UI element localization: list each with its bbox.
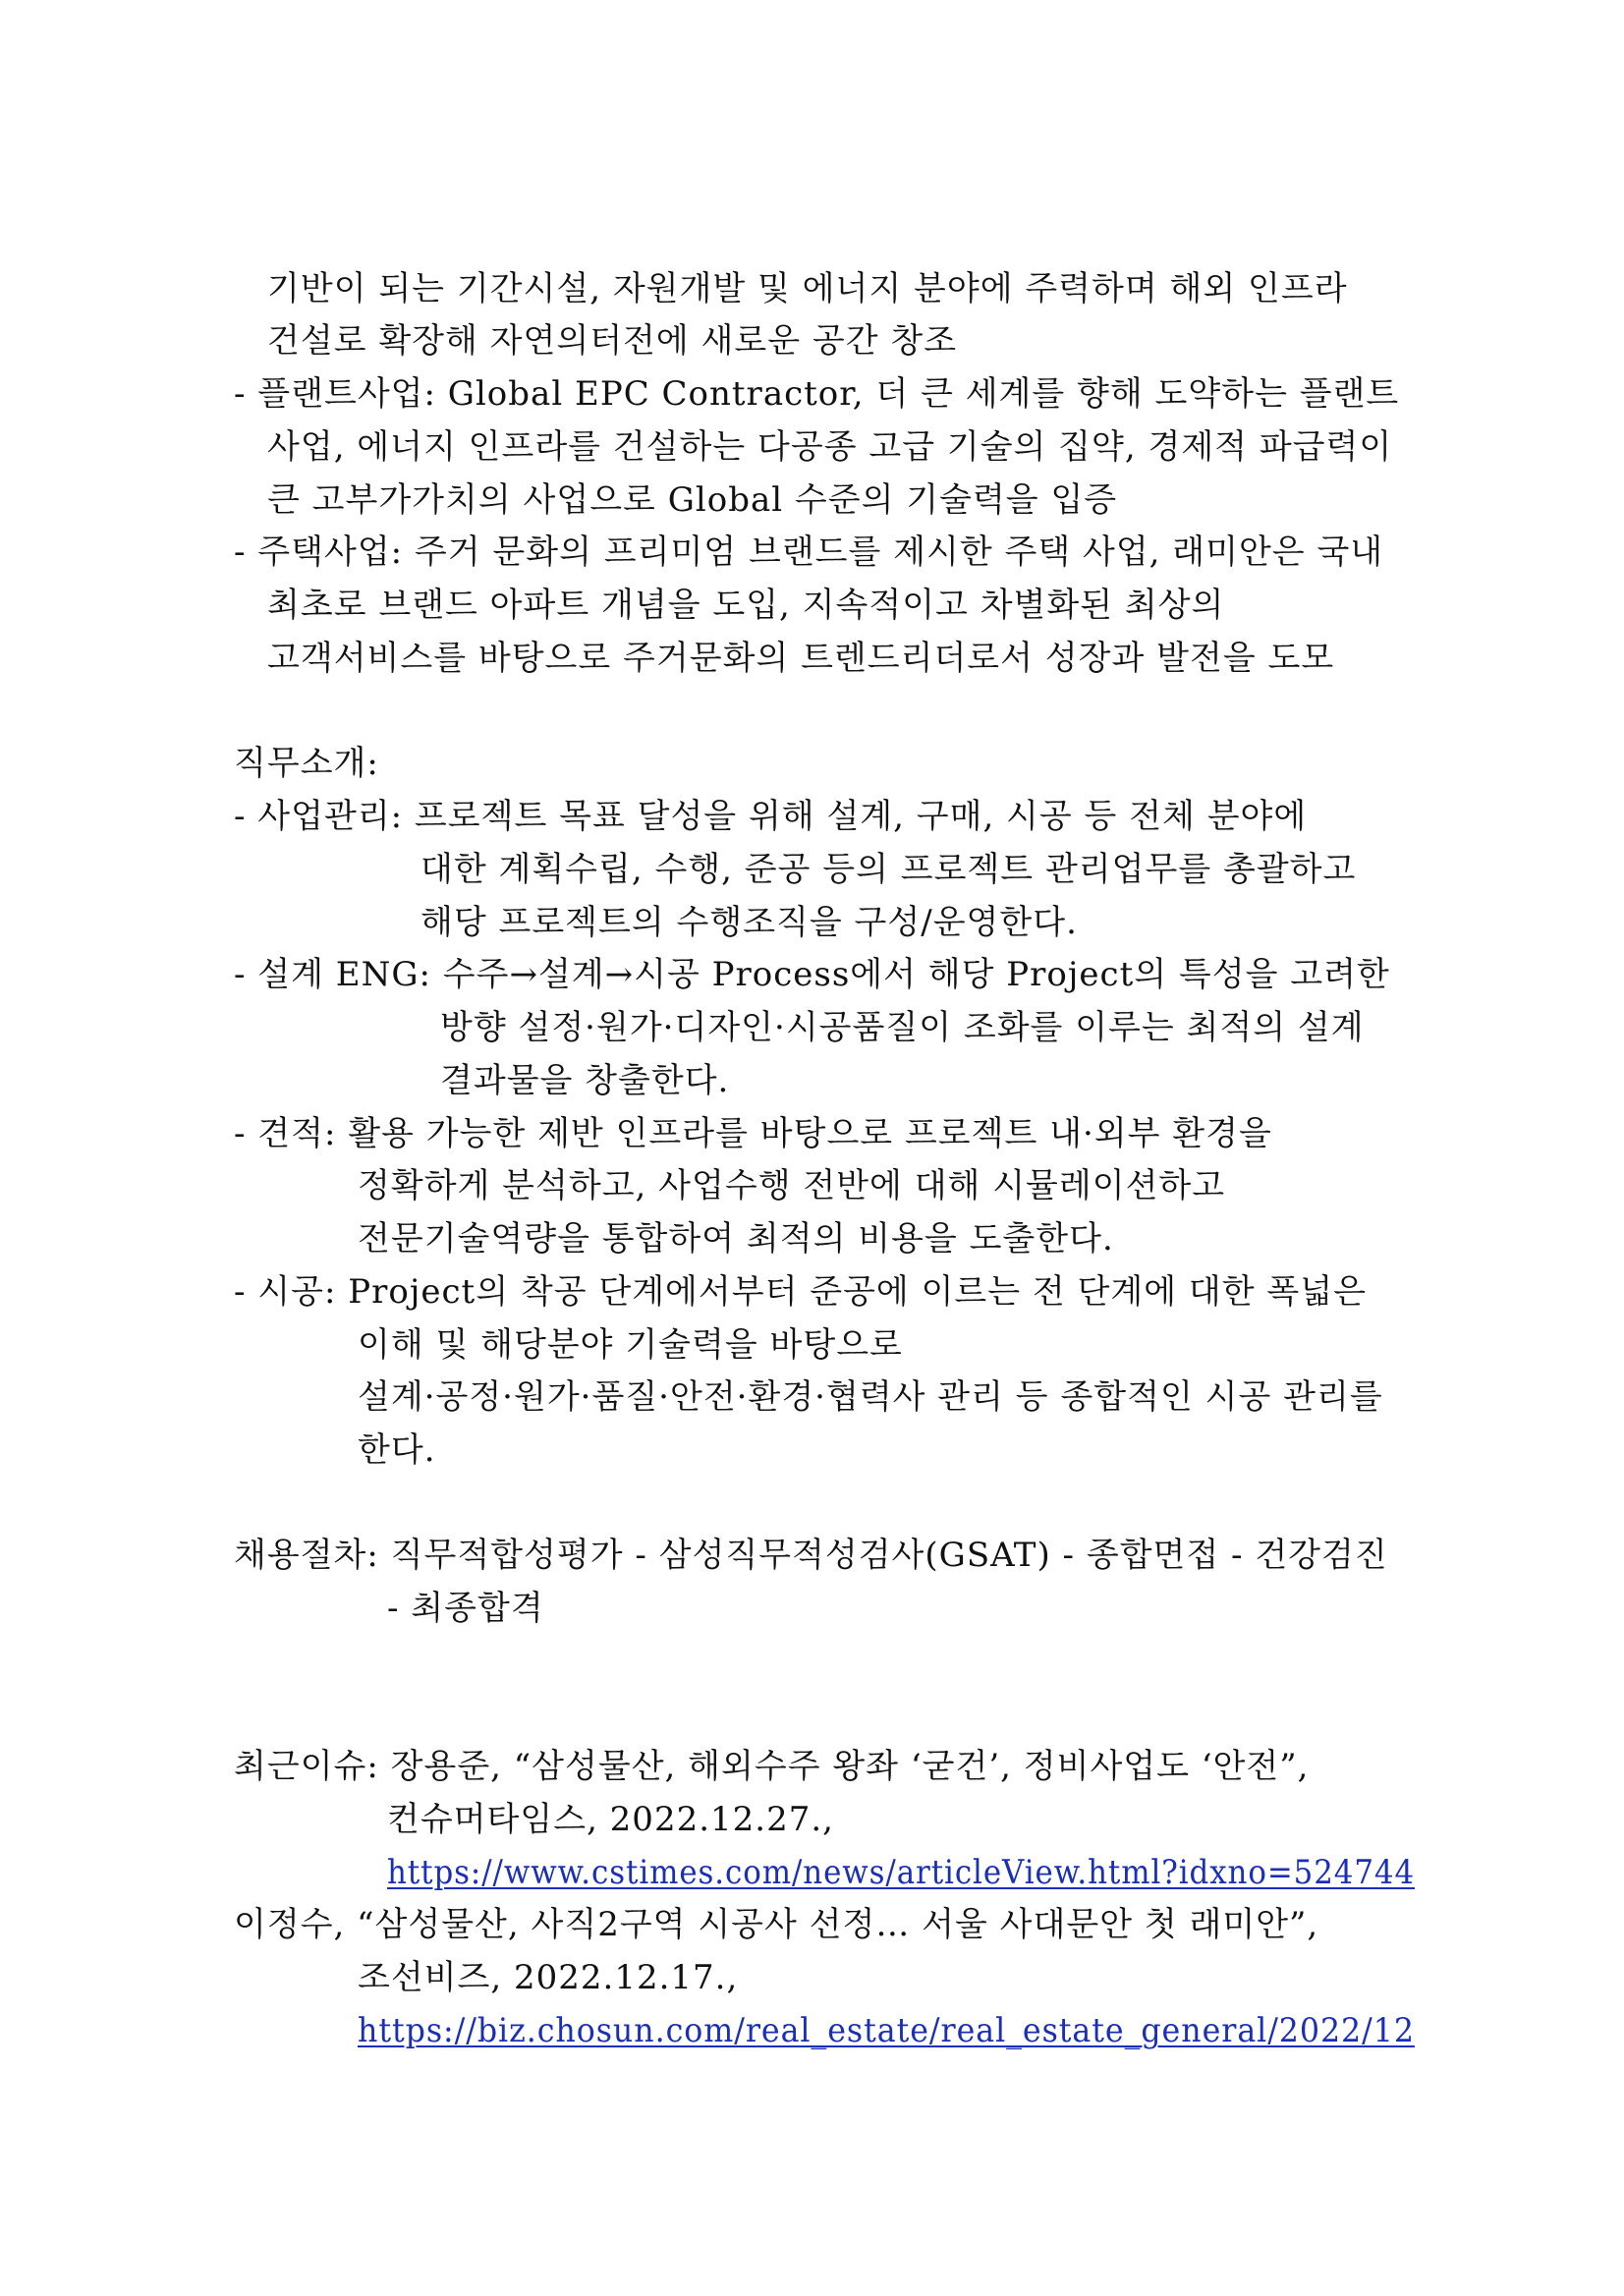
job-eng-line: 결과물을 창출한다. — [440, 1061, 730, 1100]
job-eng-line: 방향 설정·원가·디자인·시공품질이 조화를 이루는 최적의 설계 — [440, 1008, 1365, 1047]
plant-business-line: 큰 고부가가치의 사업으로 Global 수준의 기술력을 입증 — [267, 480, 1118, 520]
job-estimate-line: 전문기술역량을 통합하여 최적의 비용을 도출한다. — [358, 1219, 1114, 1259]
job-estimate-line: 정확하게 분석하고, 사업수행 전반에 대해 시뮬레이션하고 — [358, 1166, 1226, 1205]
recruitment-process-line: 채용절차: 직무적합성평가 - 삼성직무적성검사(GSAT) - 종합면접 - 건강검진 — [234, 1536, 1388, 1575]
job-eng-line: - 설계 ENG: 수주→설계→시공 Process에서 해당 Project의 특성을 고려한 — [234, 955, 1390, 994]
article-link-chosunbiz[interactable]: https://biz.chosun.com/real_estate/real_estate_general/2022/12 — [358, 2011, 1415, 2050]
housing-business-line: 고객서비스를 바탕으로 주거문화의 트렌드리더로서 성장과 발전을 도모 — [267, 639, 1335, 678]
recent-issue-link-row — [358, 2009, 1415, 2052]
job-pm-line: 대한 계획수립, 수행, 준공 등의 프로젝트 관리업무를 총괄하고 — [420, 850, 1357, 889]
article-link-cstimes[interactable]: https://www.cstimes.com/news/articleView.html?idxno=524744 — [387, 1853, 1416, 1892]
recent-issue-link-row — [387, 1851, 1415, 1894]
recent-issue-line: 최근이슈: 장용준, “삼성물산, 해외수주 왕좌 ‘굳건’, 정비사업도 ‘안전”, — [234, 1747, 1310, 1786]
housing-business-line: - 주택사업: 주거 문화의 프리미엄 브랜드를 제시한 주택 사업, 래미안은 국내 — [234, 532, 1384, 572]
business-intro-line: 기반이 되는 기간시설, 자원개발 및 에너지 분야에 주력하며 해외 인프라 — [267, 269, 1348, 308]
plant-business-line: 사업, 에너지 인프라를 건설하는 다공종 고급 기술의 집약, 경제적 파급력이 — [267, 427, 1393, 467]
housing-business-line: 최초로 브랜드 아파트 개념을 도입, 지속적이고 차별화된 최상의 — [267, 586, 1225, 625]
job-estimate-line: - 견적: 활용 가능한 제반 인프라를 바탕으로 프로젝트 내·외부 환경을 — [234, 1114, 1272, 1153]
recent-issue-source: 조선비즈, 2022.12.17., — [358, 1958, 739, 1997]
job-construction-line: 이해 및 해당분야 기술력을 바탕으로 — [358, 1325, 903, 1365]
job-intro-heading: 직무소개: — [234, 744, 379, 783]
job-pm-line: - 사업관리: 프로젝트 목표 달성을 위해 설계, 구매, 시공 등 전체 분야에 — [234, 797, 1308, 836]
recent-issue-line: 이정수, “삼성물산, 사직2구역 시공사 선정… 서울 사대문안 첫 래미안”, — [234, 1905, 1319, 1944]
recent-issue-source: 컨슈머타임스, 2022.12.27., — [387, 1800, 834, 1839]
plant-business-line: - 플랜트사업: Global EPC Contractor, 더 큰 세계를 향해 도약하는 플랜트 — [234, 374, 1400, 414]
job-pm-line: 해당 프로젝트의 수행조직을 구성/운영한다. — [420, 903, 1078, 942]
job-construction-line: - 시공: Project의 착공 단계에서부터 준공에 이르는 전 단계에 대한 폭넓은 — [234, 1272, 1367, 1312]
job-construction-line: 설계·공정·원가·품질·안전·환경·협력사 관리 등 종합적인 시공 관리를 — [358, 1377, 1383, 1417]
job-construction-line: 한다. — [358, 1430, 436, 1470]
business-intro-line: 건설로 확장해 자연의터전에 새로운 공간 창조 — [267, 321, 958, 361]
recruitment-process-line: - 최종합격 — [387, 1589, 544, 1628]
